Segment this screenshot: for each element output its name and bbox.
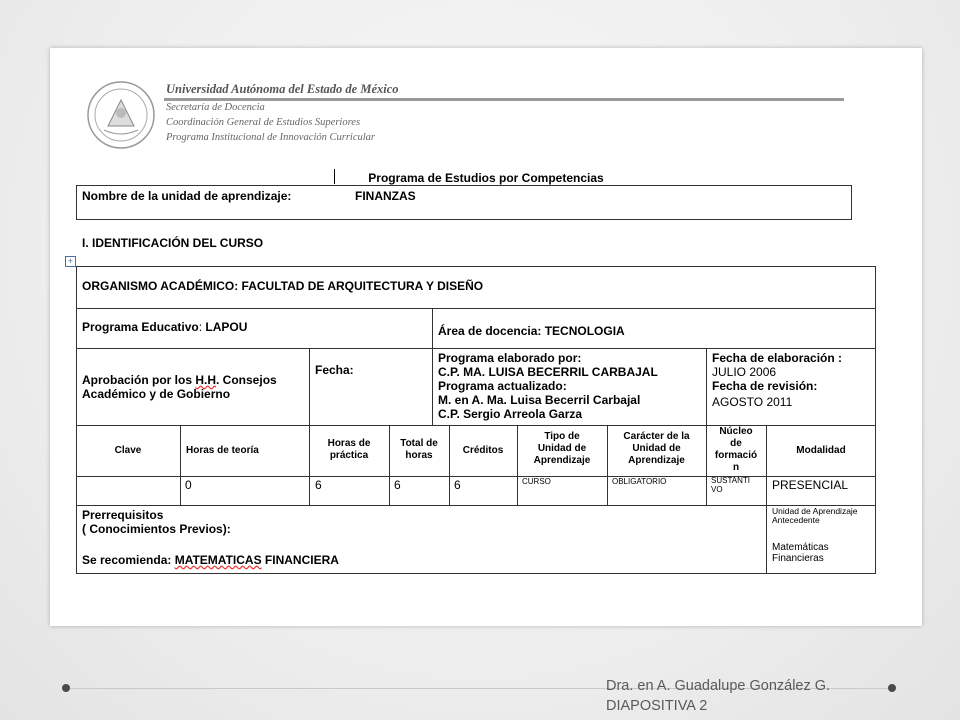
area-docencia bbox=[438, 324, 625, 338]
course-identification-table bbox=[76, 266, 876, 574]
header-caracter-3: Aprendizaje bbox=[628, 455, 685, 466]
antecedente-label-1: Unidad de Aprendizaje bbox=[772, 506, 858, 516]
header-rule bbox=[164, 98, 844, 101]
footer-author: Dra. en A. Guadalupe González G. bbox=[606, 678, 831, 694]
table-border bbox=[76, 505, 876, 506]
table-border bbox=[766, 505, 767, 573]
program-title: Programa de Estudios por Competencias bbox=[368, 171, 604, 185]
prerrequisitos-label: Prerrequisitos bbox=[82, 508, 164, 522]
aprobacion-part-b: . Consejos bbox=[216, 373, 277, 387]
header-nucleo-2: de bbox=[730, 438, 742, 449]
header-tipo-2: Unidad de bbox=[537, 443, 587, 454]
footer-bullet-left bbox=[62, 684, 70, 692]
header-clave: Clave bbox=[114, 445, 142, 456]
se-recomienda bbox=[82, 553, 339, 567]
table-border bbox=[76, 476, 876, 477]
recomienda-label: Se recomienda: bbox=[82, 553, 175, 567]
section-title: I. IDENTIFICACIÓN DEL CURSO bbox=[82, 236, 264, 250]
organismo-label: ORGANISMO ACADÉMICO: FACULTAD DE ARQUITECTURA Y DISEÑO bbox=[82, 279, 484, 293]
header-total-1: Total de bbox=[400, 438, 438, 449]
table-border bbox=[766, 425, 767, 505]
slide-footer bbox=[606, 676, 830, 716]
value-caracter: OBLIGATORIO bbox=[612, 477, 667, 486]
aprobacion-part-c: Académico y de Gobierno bbox=[82, 387, 231, 401]
header-total bbox=[389, 438, 449, 462]
value-total: 6 bbox=[394, 478, 401, 492]
value-nucleo bbox=[711, 476, 750, 494]
value-nucleo-2: VO bbox=[711, 485, 723, 494]
header-tipo-1: Tipo de bbox=[544, 431, 580, 442]
conocimientos-previos-label: ( Conocimientos Previos): bbox=[82, 522, 231, 536]
table-border bbox=[432, 308, 433, 425]
value-teoria: 0 bbox=[185, 478, 192, 492]
header-caracter-1: Carácter de la bbox=[623, 431, 690, 442]
value-creditos: 6 bbox=[454, 478, 461, 492]
aprobacion-label bbox=[82, 373, 277, 401]
table-border bbox=[180, 425, 181, 505]
header-line-2: Coordinación General de Estudios Superiores bbox=[166, 117, 361, 128]
value-modalidad: PRESENCIAL bbox=[772, 478, 849, 492]
header-nucleo-3: formació bbox=[714, 450, 758, 461]
unit-name-label: Nombre de la unidad de aprendizaje: bbox=[82, 189, 292, 203]
university-seal-icon bbox=[86, 80, 156, 150]
value-tipo: CURSO bbox=[522, 477, 551, 486]
actualizado-value-1: M. en A. Ma. Luisa Becerril Carbajal bbox=[438, 393, 641, 407]
header-tipo bbox=[517, 431, 607, 467]
header-total-2: horas bbox=[405, 450, 433, 461]
programa-label: Programa Educativo bbox=[82, 320, 199, 334]
aprobacion-part-a: Aprobación por los bbox=[82, 373, 196, 387]
antecedente-value bbox=[772, 542, 829, 564]
antecedente-label bbox=[772, 507, 858, 525]
table-border bbox=[309, 425, 310, 505]
fecha-elaboracion-value: JULIO 2006 bbox=[712, 365, 777, 379]
table-border bbox=[706, 348, 707, 425]
table-border bbox=[449, 425, 450, 505]
document-page bbox=[50, 48, 922, 626]
actualizado-label: Programa actualizado: bbox=[438, 379, 567, 393]
programa-educativo bbox=[82, 320, 247, 334]
table-border bbox=[76, 266, 77, 574]
header-practica bbox=[309, 438, 389, 462]
fecha-revision-value: AGOSTO 2011 bbox=[712, 395, 793, 409]
table-border bbox=[76, 573, 876, 574]
header-nucleo-4: n bbox=[732, 462, 740, 473]
value-nucleo-1: SUSTANTI bbox=[711, 476, 750, 485]
header-nucleo-1: Núcleo bbox=[719, 426, 753, 437]
header-caracter bbox=[607, 431, 706, 467]
value-practica: 6 bbox=[315, 478, 322, 492]
header-practica-1: Horas de bbox=[327, 438, 371, 449]
table-border bbox=[389, 425, 390, 505]
fecha-label: Fecha: bbox=[315, 363, 354, 377]
footer-bullet-right bbox=[888, 684, 896, 692]
table-border bbox=[76, 348, 876, 349]
table-border bbox=[76, 266, 876, 267]
recomienda-value: MATEMATICAS bbox=[174, 553, 262, 567]
unit-name-box bbox=[76, 185, 852, 220]
header-caracter-2: Unidad de bbox=[632, 443, 681, 454]
unit-name-value: FINANZAS bbox=[355, 189, 416, 203]
area-value: TECNOLOGIA bbox=[544, 324, 625, 338]
header-nucleo bbox=[706, 426, 766, 474]
fecha-revision-label: Fecha de revisión: bbox=[712, 379, 818, 393]
header-modalidad: Modalidad bbox=[796, 445, 846, 456]
header-line-3: Programa Institucional de Innovación Curricular bbox=[166, 132, 376, 143]
area-label: Área de docencia: bbox=[438, 324, 545, 338]
recomienda-value-2: FINANCIERA bbox=[261, 553, 339, 567]
aprobacion-hh: H.H bbox=[195, 373, 217, 387]
programa-colon: : bbox=[198, 320, 206, 334]
table-move-handle-icon[interactable]: + bbox=[65, 256, 76, 267]
antecedente-value-2: Financieras bbox=[772, 553, 824, 564]
university-name: Universidad Autónoma del Estado de México bbox=[166, 82, 399, 96]
antecedente-value-1: Matemáticas bbox=[772, 542, 829, 553]
footer-slide-number: DIAPOSITIVA 2 bbox=[606, 698, 708, 714]
elaborado-label: Programa elaborado por: bbox=[438, 351, 582, 365]
header-practica-2: práctica bbox=[329, 450, 369, 461]
header-tipo-3: Aprendizaje bbox=[533, 455, 591, 466]
header-creditos: Créditos bbox=[462, 445, 504, 456]
fecha-elaboracion-label: Fecha de elaboración : bbox=[712, 351, 843, 365]
elaborado-value: C.P. MA. LUISA BECERRIL CARBAJAL bbox=[438, 365, 658, 379]
header-line-1: Secretaría de Docencia bbox=[166, 102, 265, 113]
antecedente-label-2: Antecedente bbox=[772, 515, 820, 525]
programa-value: LAPOU bbox=[205, 320, 248, 334]
table-border bbox=[76, 308, 876, 309]
table-border bbox=[875, 266, 876, 574]
table-border bbox=[309, 348, 310, 425]
actualizado-value-2: C.P. Sergio Arreola Garza bbox=[438, 407, 583, 421]
header-teoria: Horas de teoría bbox=[186, 445, 259, 456]
